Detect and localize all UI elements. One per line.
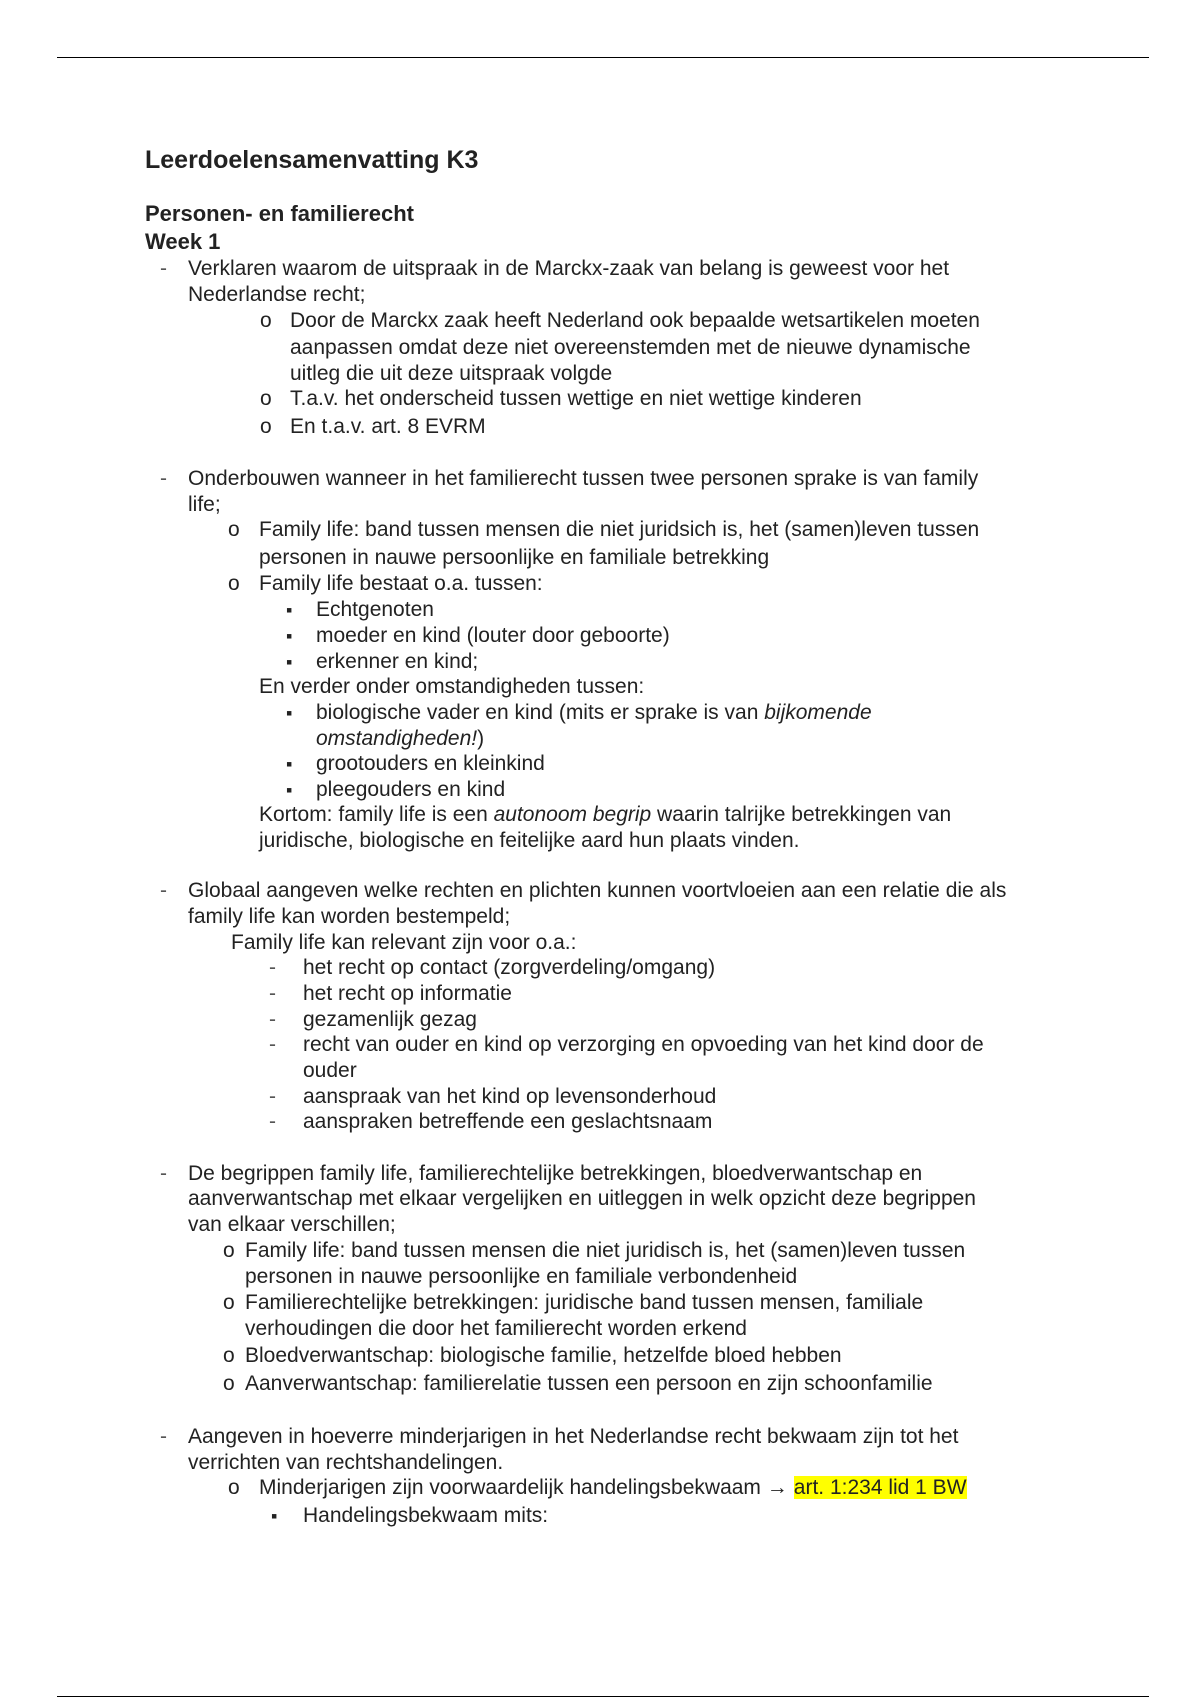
summary-text: Kortom: family life is een bbox=[259, 803, 494, 826]
conditional-item: grootouders en kleinkind bbox=[316, 752, 545, 775]
goal-4-point-line: Familierechtelijke betrekkingen: juridische band tussen mensen, familiale bbox=[245, 1291, 924, 1314]
relevance-item: het recht op informatie bbox=[303, 982, 512, 1005]
dash-bullet: - bbox=[269, 1085, 276, 1108]
goal-3-line: family life kan worden bestempeld; bbox=[188, 905, 511, 928]
conditions-intro: En verder onder omstandigheden tussen: bbox=[259, 675, 645, 698]
circle-bullet: o bbox=[223, 1372, 235, 1395]
goal-dash-bullet: - bbox=[160, 879, 167, 902]
circle-bullet: o bbox=[260, 387, 272, 410]
goal-4-point-line: verhoudingen die door het familierecht worden erkend bbox=[245, 1317, 747, 1340]
conditional-item-continuation bbox=[316, 726, 484, 752]
goal-4-point-line: Aanverwantschap: familierelatie tussen een persoon en zijn schoonfamilie bbox=[245, 1372, 933, 1395]
goal-2-line: Onderbouwen wanneer in het familierecht tussen twee personen sprake is van family bbox=[188, 467, 979, 490]
capacity-condition-item: Handelingsbekwaam mits: bbox=[303, 1504, 549, 1527]
footer-rule bbox=[57, 1696, 1149, 1697]
minors-capacity-text: Minderjarigen zijn voorwaardelijk handelingsbekwaam bbox=[259, 1476, 767, 1499]
goal-2-line: life; bbox=[188, 493, 221, 516]
relevance-item: recht van ouder en kind op verzorging en opvoeding van het kind door de bbox=[303, 1033, 984, 1056]
circle-bullet: o bbox=[223, 1344, 235, 1367]
family-life-item: erkenner en kind; bbox=[316, 650, 479, 673]
goal-4-point-line: Bloedverwantschap: biologische familie, hetzelfde bloed hebben bbox=[245, 1344, 842, 1367]
week-heading: Week 1 bbox=[145, 229, 221, 254]
goal-4-line: van elkaar verschillen; bbox=[188, 1213, 396, 1236]
conditional-item-emphasis: omstandigheden! bbox=[316, 727, 478, 750]
summary-line: juridische, biologische en feitelijke aard hun plaats vinden. bbox=[259, 829, 800, 852]
goal-3-line: Globaal aangeven welke rechten en plichten kunnen voortvloeien aan een relatie die als bbox=[188, 879, 1007, 902]
circle-bullet: o bbox=[228, 572, 240, 595]
circle-bullet: o bbox=[260, 309, 272, 332]
goal-1-point-line: aanpassen omdat deze niet overeenstemden met de nieuwe dynamische bbox=[290, 336, 971, 359]
relevance-item: ouder bbox=[303, 1059, 357, 1082]
square-bullet: ▪ bbox=[286, 652, 293, 672]
document-title: Leerdoelensamenvatting K3 bbox=[145, 146, 479, 174]
summary-text: waarin talrijke betrekkingen van bbox=[651, 803, 952, 826]
relevance-item: gezamenlijk gezag bbox=[303, 1008, 477, 1031]
family-life-item: moeder en kind (louter door geboorte) bbox=[316, 624, 670, 647]
summary-line bbox=[259, 802, 951, 828]
conditional-item-text: ) bbox=[477, 727, 485, 750]
goal-4-line: aanverwantschap met elkaar vergelijken en uitleggen in welk opzicht deze begrippen bbox=[188, 1187, 976, 1210]
goal-2-point-line: Family life bestaat o.a. tussen: bbox=[259, 572, 543, 595]
dash-bullet: - bbox=[269, 956, 276, 979]
goal-4-line: De begrippen family life, familierechtelijke betrekkingen, bloedverwantschap en bbox=[188, 1162, 923, 1185]
square-bullet: ▪ bbox=[286, 703, 293, 723]
conditional-item-emphasis: bijkomende bbox=[764, 701, 872, 724]
circle-bullet: o bbox=[223, 1291, 235, 1314]
square-bullet: ▪ bbox=[286, 754, 293, 774]
relevance-item: aanspraken betreffende een geslachtsnaam bbox=[303, 1110, 713, 1133]
goal-2-point-line: personen in nauwe persoonlijke en familiale betrekking bbox=[259, 546, 770, 569]
relevance-item: aanspraak van het kind op levensonderhoud bbox=[303, 1085, 717, 1108]
circle-bullet: o bbox=[260, 415, 272, 438]
goal-dash-bullet: - bbox=[160, 257, 167, 280]
goal-5-line: Aangeven in hoeverre minderjarigen in het Nederlandse recht bekwaam zijn tot het bbox=[188, 1425, 959, 1448]
law-reference-highlight: art. 1:234 lid 1 BW bbox=[793, 1476, 967, 1499]
dash-bullet: - bbox=[269, 1110, 276, 1133]
family-life-item: Echtgenoten bbox=[316, 598, 434, 621]
goal-1-point-line: Door de Marckx zaak heeft Nederland ook bepaalde wetsartikelen moeten bbox=[290, 309, 980, 332]
goal-5-line: verrichten van rechtshandelingen. bbox=[188, 1451, 504, 1474]
goal-3-intro: Family life kan relevant zijn voor o.a.: bbox=[231, 931, 577, 954]
summary-emphasis: autonoom begrip bbox=[493, 803, 652, 826]
goal-4-point-line: Family life: band tussen mensen die niet juridisch is, het (samen)leven tussen bbox=[245, 1239, 966, 1262]
minors-capacity-line bbox=[259, 1475, 967, 1501]
header-rule bbox=[57, 57, 1149, 58]
goal-4-point-line: personen in nauwe persoonlijke en familiale verbondenheid bbox=[245, 1265, 798, 1288]
square-bullet: ▪ bbox=[286, 780, 293, 800]
subject-heading: Personen- en familierecht bbox=[145, 201, 414, 226]
conditional-item bbox=[316, 700, 872, 726]
goal-1-line: Verklaren waarom de uitspraak in de Marckx-zaak van belang is geweest voor het bbox=[188, 257, 950, 280]
goal-1-line: Nederlandse recht; bbox=[188, 283, 366, 306]
conditional-item: pleegouders en kind bbox=[316, 778, 506, 801]
arrow-right-icon: → bbox=[766, 1476, 788, 1499]
circle-bullet: o bbox=[228, 518, 240, 541]
relevance-item: het recht op contact (zorgverdeling/omgang) bbox=[303, 956, 716, 979]
dash-bullet: - bbox=[269, 982, 276, 1005]
goal-dash-bullet: - bbox=[160, 1425, 167, 1448]
conditional-item-text: biologische vader en kind (mits er sprake is van bbox=[316, 701, 765, 724]
dash-bullet: - bbox=[269, 1008, 276, 1031]
dash-bullet: - bbox=[269, 1033, 276, 1056]
circle-bullet: o bbox=[223, 1239, 235, 1262]
goal-1-point-line: T.a.v. het onderscheid tussen wettige en niet wettige kinderen bbox=[290, 387, 862, 410]
circle-bullet: o bbox=[228, 1476, 240, 1499]
square-bullet: ▪ bbox=[286, 600, 293, 620]
square-bullet: ▪ bbox=[286, 626, 293, 646]
goal-1-point-line: En t.a.v. art. 8 EVRM bbox=[290, 415, 486, 438]
goal-dash-bullet: - bbox=[160, 467, 167, 490]
goal-1-point-line: uitleg die uit deze uitspraak volgde bbox=[290, 362, 613, 385]
goal-2-point-line: Family life: band tussen mensen die niet juridsich is, het (samen)leven tussen bbox=[259, 518, 980, 541]
square-bullet: ▪ bbox=[271, 1506, 278, 1526]
goal-dash-bullet: - bbox=[160, 1162, 167, 1185]
